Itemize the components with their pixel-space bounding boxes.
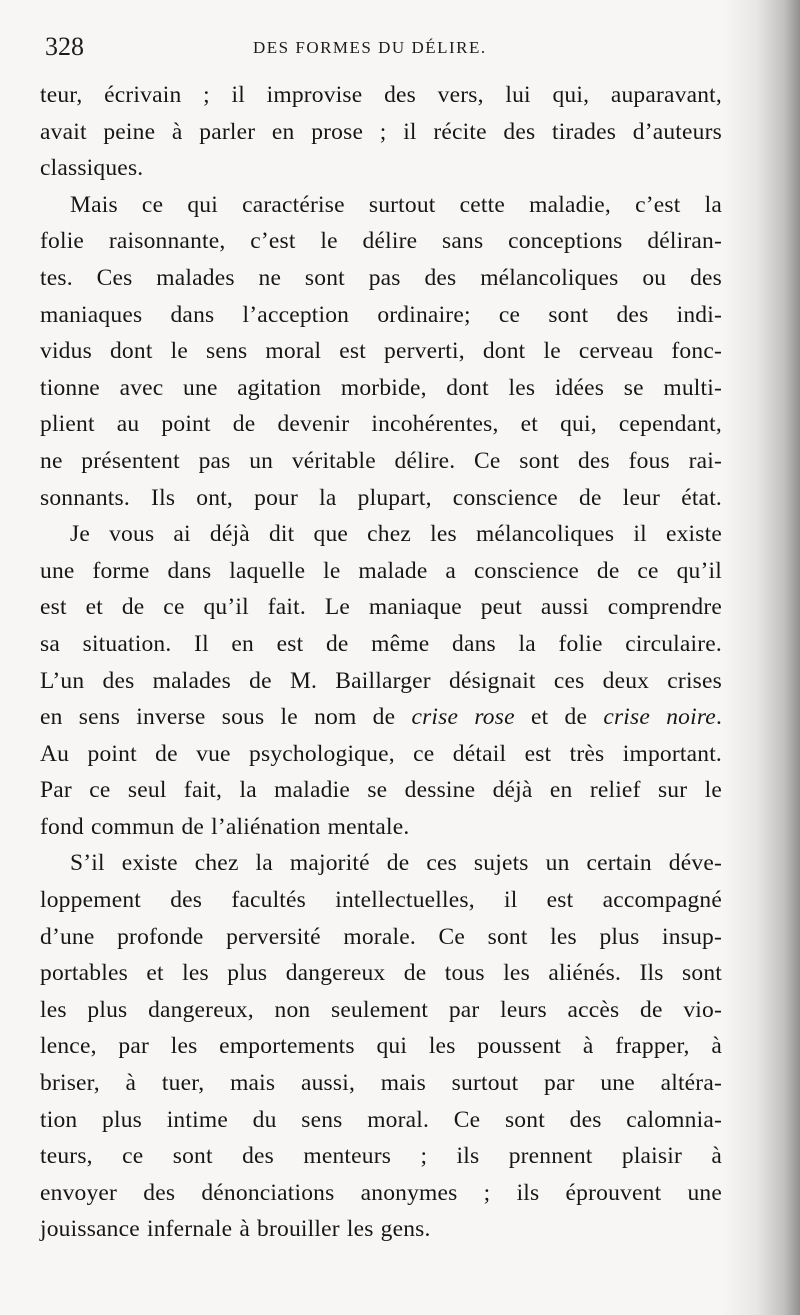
- text-line: Par ce seul fait, la maladie se dessine déjà en relief sur le: [40, 777, 722, 804]
- text-line: tes. Ces malades ne sont pas des mélancoliques ou des: [40, 264, 722, 291]
- text-line: sa situation. Il en est de même dans la folie circulaire.: [40, 630, 722, 657]
- text-line: est et de ce qu’il fait. Le maniaque peut aussi comprendre: [40, 594, 722, 621]
- text-line: folie raisonnante, c’est le délire sans conceptions déliran-: [40, 228, 722, 255]
- running-head: [45, 30, 725, 64]
- text-line: envoyer des dénonciations anonymes ; ils éprouvent une: [40, 1179, 722, 1206]
- text-line: Au point de vue psychologique, ce détail est très important.: [40, 740, 722, 767]
- text-segment: .: [715, 704, 723, 731]
- text-line: sonnants. Ils ont, pour la plupart, conscience de leur état.: [40, 484, 722, 511]
- text-line: les plus dangereux, non seulement par leurs accès de vio-: [40, 996, 722, 1023]
- text-line: vidus dont le sens moral est perverti, dont le cerveau fonc-: [40, 338, 722, 365]
- text-line: tionne avec une agitation morbide, dont les idées se multi-: [40, 374, 722, 401]
- running-title: DES FORMES DU DÉLIRE.: [253, 38, 487, 57]
- text-line: [40, 699, 722, 736]
- page-spine-shadow: [722, 0, 800, 1315]
- text-line: briser, à tuer, mais aussi, mais surtout par une altéra-: [40, 1070, 722, 1097]
- text-line: Mais ce qui caractérise surtout cette maladie, c’est la: [70, 191, 722, 218]
- italic-term: crise rose: [411, 704, 515, 731]
- page-number: 328: [45, 32, 84, 61]
- text-line: maniaques dans l’acception ordinaire; ce sont des indi-: [40, 301, 722, 328]
- text-line: d’une profonde perversité morale. Ce sont les plus insup-: [40, 923, 722, 950]
- text-line: teur, écrivain ; il improvise des vers, lui qui, auparavant,: [40, 82, 722, 108]
- text-line: S’il existe chez la majorité de ces sujets un certain déve-: [70, 850, 722, 877]
- text-line: une forme dans laquelle le malade a conscience de ce qu’il: [40, 557, 722, 584]
- text-line: jouissance infernale à brouiller les gens.: [40, 1216, 431, 1243]
- text-line: L’un des malades de M. Baillarger désignait ces deux crises: [40, 667, 722, 694]
- text-segment: et de: [514, 704, 604, 731]
- text-line: portables et les plus dangereux de tous les aliénés. Ils sont: [40, 960, 722, 987]
- text-line: ne présentent pas un véritable délire. Ce sont des fous rai-: [40, 447, 722, 474]
- text-line: classiques.: [40, 155, 144, 182]
- text-line: tion plus intime du sens moral. Ce sont des calomnia-: [40, 1106, 722, 1133]
- text-line: avait peine à parler en prose ; il récite des tirades d’auteurs: [40, 118, 722, 145]
- text-line: loppement des facultés intellectuelles, il est accompagné: [40, 887, 722, 914]
- text-line: teurs, ce sont des menteurs ; ils prennent plaisir à: [40, 1143, 722, 1170]
- text-line: fond commun de l’aliénation mentale.: [40, 813, 410, 840]
- text-line: lence, par les emportements qui les poussent à frapper, à: [40, 1033, 722, 1060]
- text-segment: en sens inverse sous le nom de: [40, 704, 412, 731]
- text-line: Je vous ai déjà dit que chez les mélancoliques il existe: [70, 521, 722, 548]
- italic-term: crise noire: [603, 704, 716, 731]
- text-line: plient au point de devenir incohérentes, et qui, cependant,: [40, 411, 722, 438]
- body-text: [40, 77, 722, 1248]
